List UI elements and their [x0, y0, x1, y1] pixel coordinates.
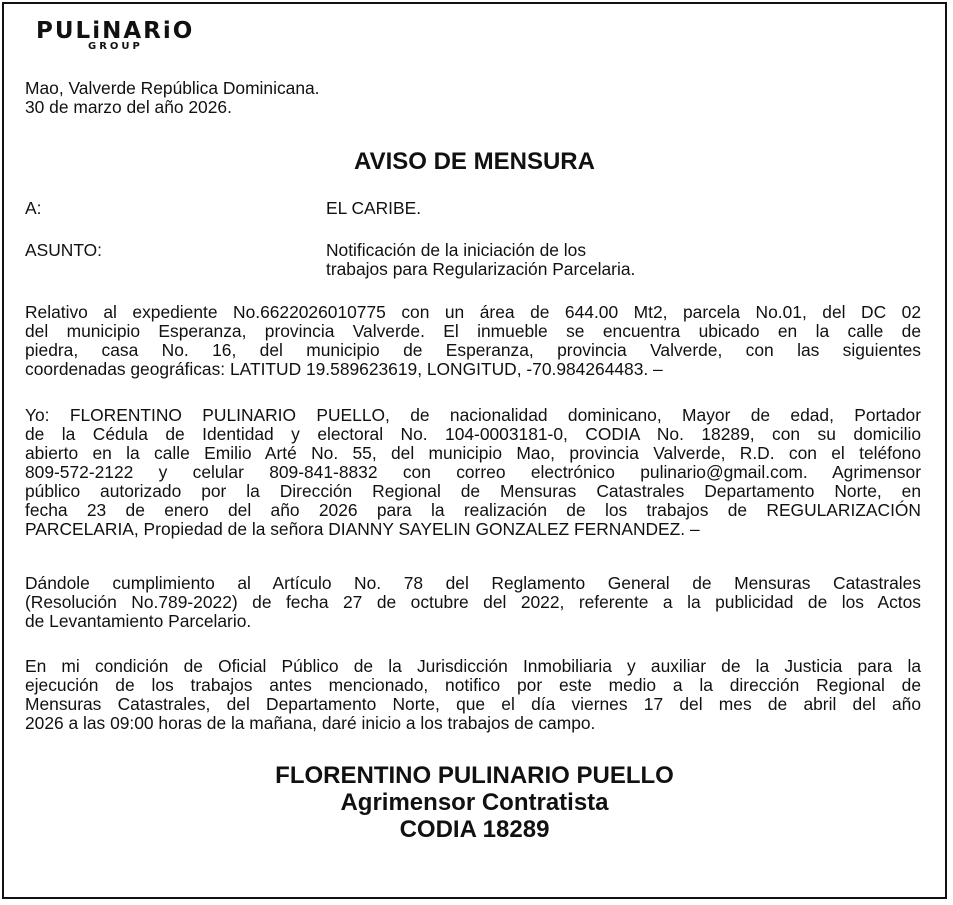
signature-codia: CODIA 18289: [399, 816, 550, 843]
paragraph-line: abierto en la calle Emilio Arté No. 55, del municipio Mao, provincia Valverde, R.D. con el teléfono: [25, 443, 921, 463]
paragraph-line: PARCELARIA, Propiedad de la señora DIANNY SAYELIN GONZALEZ FERNANDEZ. –: [25, 519, 700, 539]
paragraph-line: coordenadas geográficas: LATITUD 19.589623619, LONGITUD, -70.984264483. –: [25, 359, 663, 379]
paragraph-property: [25, 303, 921, 379]
paragraph-line: piedra, casa No. 16, del municipio de Esperanza, provincia Valverde, con las siguientes: [25, 340, 921, 360]
paragraph-line: del municipio Esperanza, provincia Valverde. El inmueble se encuentra ubicado en la calle de: [25, 321, 921, 341]
signature-name: FLORENTINO PULINARIO PUELLO: [275, 762, 674, 789]
recipient-label: A:: [25, 198, 42, 218]
paragraph-line: público autorizado por la Dirección Regional de Mensuras Catastrales Departamento Norte, en: [25, 481, 921, 501]
signature-role: Agrimensor Contratista: [340, 789, 609, 816]
paragraph-line: Dándole cumplimiento al Artículo No. 78 del Reglamento General de Mensuras Catastrales: [25, 573, 921, 593]
paragraph-line: En mi condición de Oficial Público de la Jurisdicción Inmobiliaria y auxiliar de la Justicia para la: [25, 656, 921, 676]
logo-subtitle: GROUP: [88, 41, 143, 52]
paragraph-line: ejecución de los trabajos antes mencionado, notifico por este medio a la dirección Regional de: [25, 675, 921, 695]
place-date: [25, 79, 921, 117]
place-line: Mao, Valverde República Dominicana.: [25, 78, 320, 98]
date-line: 30 de marzo del año 2026.: [25, 97, 232, 117]
paragraph-surveyor: [25, 406, 921, 539]
paragraph-line: Yo: FLORENTINO PULINARIO PUELLO, de nacionalidad dominicano, Mayor de edad, Portador: [25, 405, 921, 425]
paragraph-line: (Resolución No.789-2022) de fecha 27 de octubre del 2022, referente a la publicidad de los Actos: [25, 592, 921, 612]
paragraph-line: Relativo al expediente No.6622026010775 con un área de 644.00 Mt2, parcela No.01, del DC 02: [25, 302, 921, 322]
notice-title: AVISO DE MENSURA: [354, 148, 595, 175]
paragraph-line: Mensuras Catastrales, del Departamento Norte, que el día viernes 17 del mes de abril del año: [25, 694, 921, 714]
subject-value: [326, 241, 635, 279]
paragraph-line: de la Cédula de Identidad y electoral No. 104-0003181-0, CODIA No. 18289, con su domicilio: [25, 424, 921, 444]
paragraph-regulation: [25, 574, 921, 631]
subject-line: Notificación de la iniciación de los: [326, 240, 587, 260]
paragraph-line: 809-572-2122 y celular 809-841-8832 con correo electrónico pulinario@gmail.com. Agrimensor: [25, 462, 921, 482]
company-logo: [36, 18, 236, 56]
paragraph-line: 2026 a las 09:00 horas de la mañana, daré inicio a los trabajos de campo.: [25, 713, 596, 733]
recipient-value: EL CARIBE.: [326, 198, 422, 218]
paragraph-line: de Levantamiento Parcelario.: [25, 611, 252, 631]
subject-label: ASUNTO:: [25, 240, 102, 260]
subject-line: trabajos para Regularización Parcelaria.: [326, 259, 636, 279]
logo-wordmark: PULiNARiO: [36, 18, 195, 44]
paragraph-line: fecha 23 de enero del año 2026 para la realización de los trabajos de REGULARIZACIÓN: [25, 500, 921, 520]
paragraph-notification: [25, 657, 921, 733]
